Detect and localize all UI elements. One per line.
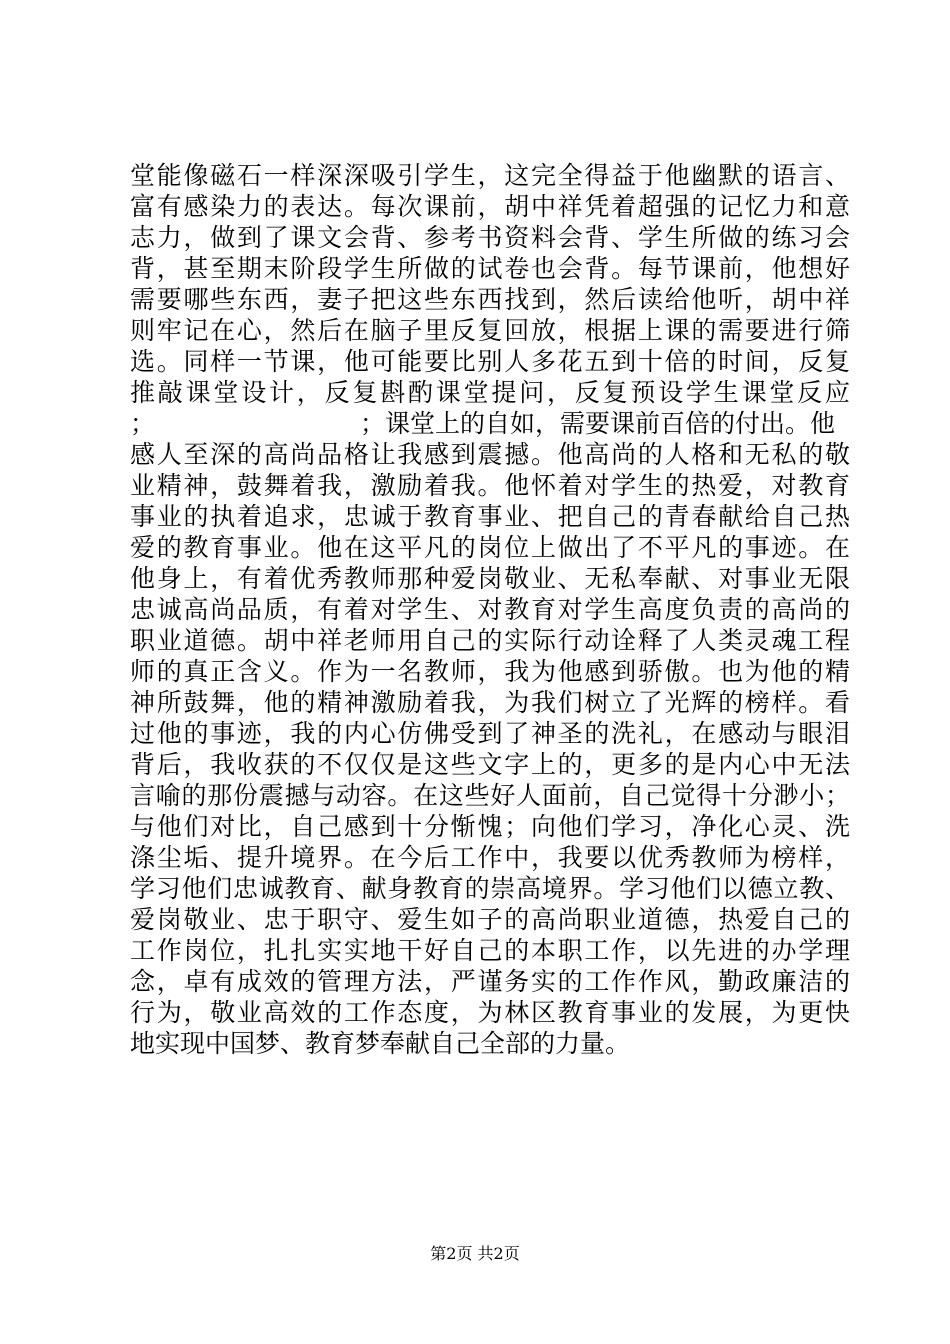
text-line: 业精神，鼓舞着我，激励着我。他怀着对学生的热爱，对教育 xyxy=(130,471,850,500)
text-line: 忠诚高尚品质，有着对学生、对教育对学生高度负责的高尚的 xyxy=(130,595,850,624)
text-line: 工作岗位，扎扎实实地干好自己的本职工作，以先进的办学理 xyxy=(130,936,850,965)
text-line: 堂能像磁石一样深深吸引学生，这完全得益于他幽默的语言、 xyxy=(130,161,850,190)
text-line: 神所鼓舞，他的精神激励着我，为我们树立了光辉的榜样。看 xyxy=(130,688,850,717)
text-line-with-gap xyxy=(130,408,850,439)
text-line: 爱岗敬业、忠于职守、爱生如子的高尚职业道德，热爱自己的 xyxy=(130,905,850,934)
text-line: 选。同样一节课，他可能要比别人多花五到十倍的时间，反复 xyxy=(130,347,850,376)
text-line: 涤尘垢、提升境界。在今后工作中，我要以优秀教师为榜样， xyxy=(130,843,850,872)
text-line: 则牢记在心，然后在脑子里反复回放，根据上课的需要进行筛 xyxy=(130,316,850,345)
text-line: 爱的教育事业。他在这平凡的岗位上做出了不平凡的事迹。在 xyxy=(130,533,850,562)
text-line: 富有感染力的表达。每次课前，胡中祥凭着超强的记忆力和意 xyxy=(130,192,850,221)
text-line: 地实现中国梦、教育梦奉献自己全部的力量。 xyxy=(130,1029,631,1058)
text-line: 学习他们忠诚教育、献身教育的崇高境界。学习他们以德立教、 xyxy=(130,874,850,903)
gap-right-text: ；课堂上的自如，需要课前百倍的付出。他 xyxy=(360,409,836,438)
text-line: 事业的执着追求，忠诚于教育事业、把自己的青春献给自己热 xyxy=(130,502,850,531)
text-line: 背后，我收获的不仅仅是这些文字上的，更多的是内心中无法 xyxy=(130,750,850,779)
text-line: 推敲课堂设计，反复斟酌课堂提问，反复预设学生课堂反应 xyxy=(130,378,850,407)
text-line: 志力，做到了课文会背、参考书资料会背、学生所做的练习会 xyxy=(130,223,850,252)
text-line: 需要哪些东西，妻子把这些东西找到，然后读给他听，胡中祥 xyxy=(130,285,850,314)
text-line: 职业道德。胡中祥老师用自己的实际行动诠释了人类灵魂工程 xyxy=(130,626,850,655)
text-line: 师的真正含义。作为一名教师，我为他感到骄傲。也为他的精 xyxy=(130,657,850,686)
text-line: 他身上，有着优秀教师那种爱岗敬业、无私奉献、对事业无限 xyxy=(130,564,850,593)
text-line: 行为，敬业高效的工作态度，为林区教育事业的发展，为更快 xyxy=(130,998,850,1027)
text-line: 过他的事迹，我的内心仿佛受到了神圣的洗礼，在感动与眼泪 xyxy=(130,719,850,748)
text-line: 背，甚至期末阶段学生所做的试卷也会背。每节课前，他想好 xyxy=(130,254,850,283)
page-footer: 第2页 共2页 xyxy=(430,1244,520,1263)
text-line: 与他们对比，自己感到十分惭愧；向他们学习，净化心灵、洗 xyxy=(130,812,850,841)
text-line: 念，卓有成效的管理方法，严谨务实的工作作风，勤政廉洁的 xyxy=(130,967,850,996)
gap-left-text: ； xyxy=(130,409,156,438)
text-line: 言喻的那份震撼与动容。在这些好人面前，自己觉得十分渺小； xyxy=(130,781,850,810)
text-line: 感人至深的高尚品格让我感到震撼。他高尚的人格和无私的敬 xyxy=(130,440,850,469)
body-text xyxy=(130,160,850,1059)
